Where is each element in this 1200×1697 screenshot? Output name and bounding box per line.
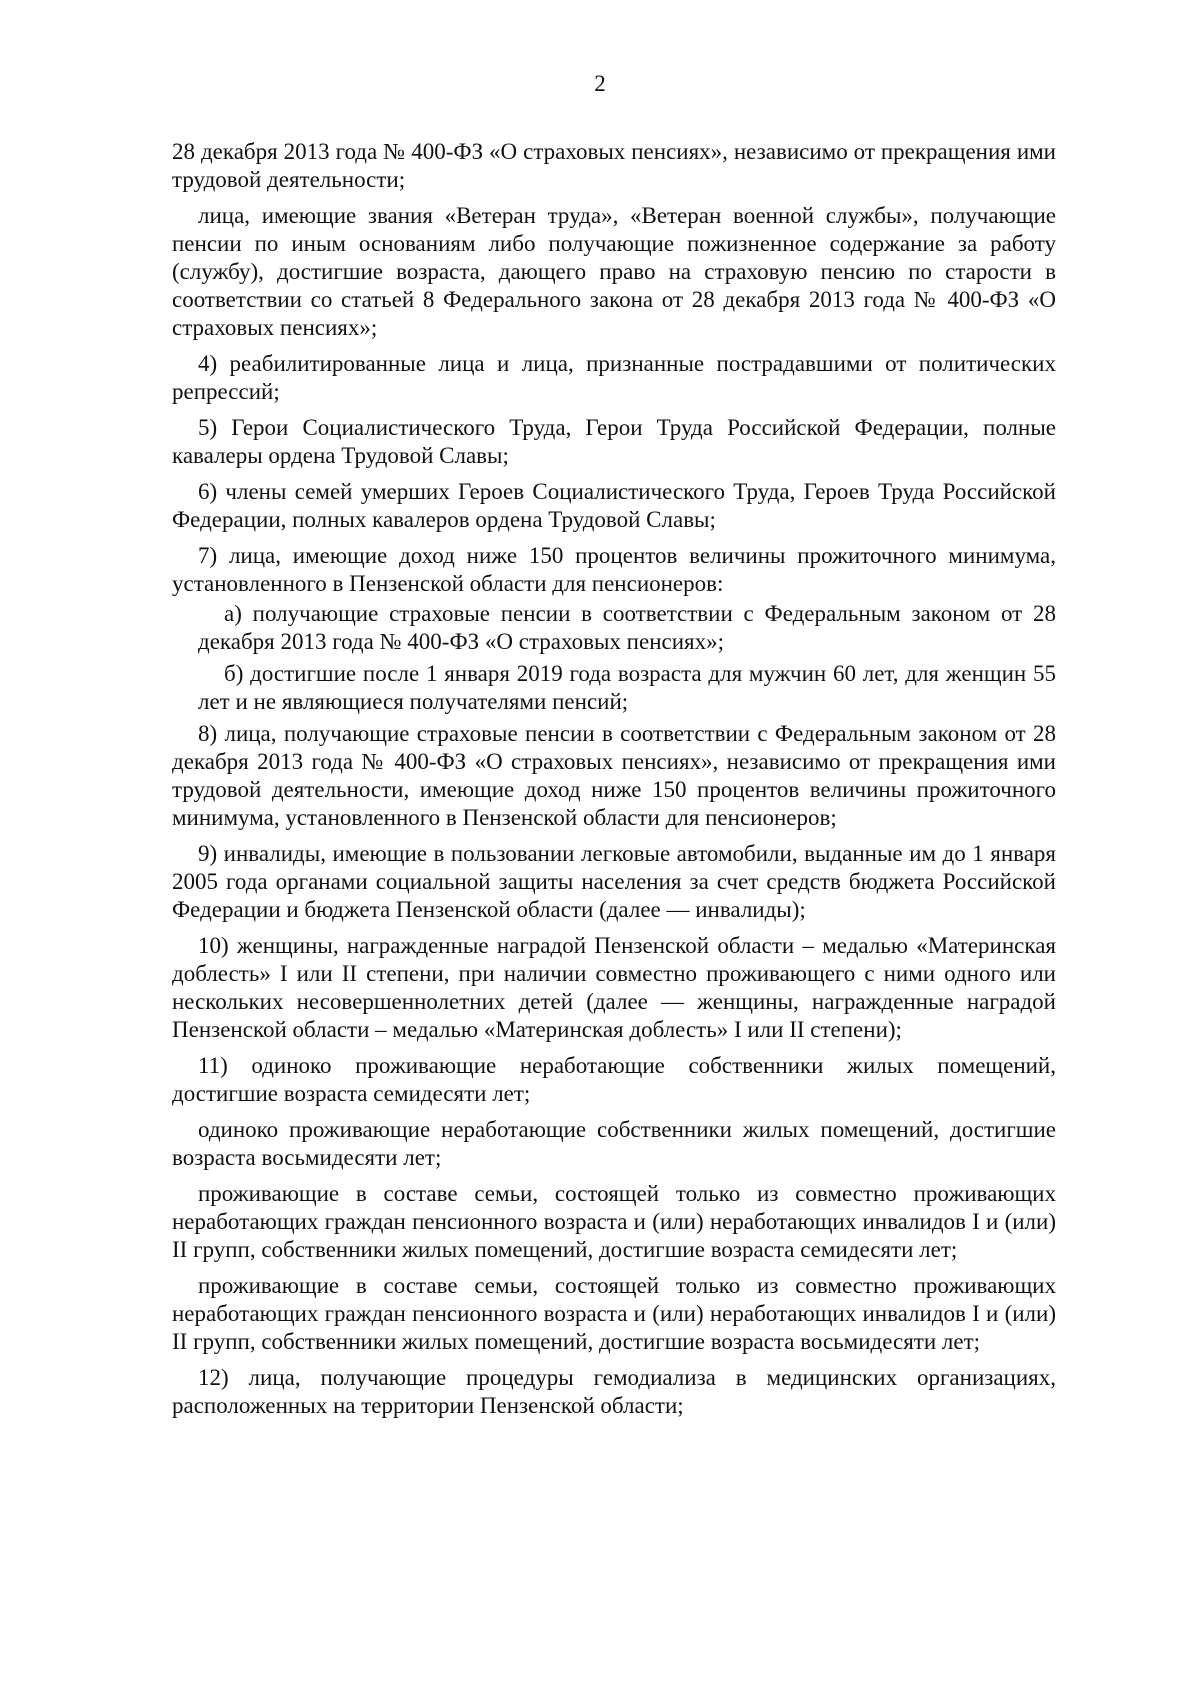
document-body [172,138,1056,1428]
paragraph-item-6: 6) члены семей умерших Героев Социалистического Труда, Героев Труда Российской Федерации, полных кавалеров ордена Трудовой Славы; [172,479,1056,532]
paragraph-item-7a: а) получающие страховые пенсии в соответствии с Федеральным законом от 28 декабря 2013 года № 400-ФЗ «О страховых пенсиях»; [198,601,1056,654]
paragraph-item-11-family-80: проживающие в составе семьи, состоящей только из совместно проживающих неработающих граждан пенсионного возраста и (или) неработающих инвалидов I и (или) II групп, собственники жилых помещений, достигшие возраста восьмидесяти лет; [172,1273,1056,1354]
paragraph-item-10: 10) женщины, награжденные наградой Пензенской области – медалью «Материнская доблесть» I или II степени, при наличии совместно проживающего с ними одного или нескольких несовершеннолетних детей (далее — женщины, награжденные наградой Пензенской области – медалью «Материнская доблесть» I или II степени); [172,933,1056,1042]
paragraph-item-7: 7) лица, имеющие доход ниже 150 процентов величины прожиточного минимума, установленного в Пензенской области для пенсионеров: [172,543,1056,596]
page-number: 2 [594,71,606,96]
paragraph-item-12: 12) лица, получающие процедуры гемодиализа в медицинских организациях, расположенных на территории Пензенской области; [172,1365,1056,1418]
paragraph-veterans: лица, имеющие звания «Ветеран труда», «Ветеран военной службы», получающие пенсии по иным основаниям либо получающие пожизненное содержание за работу (службу), достигшие возраста, дающего право на страховую пенсию по старости в соответствии со статьей 8 Федерального закона от 28 декабря 2013 года № 400-ФЗ «О страховых пенсиях»; [172,203,1056,340]
paragraph-item-9: 9) инвалиды, имеющие в пользовании легковые автомобили, выданные им до 1 января 2005 года органами социальной защиты населения за счет средств бюджета Российской Федерации и бюджета Пензенской области (далее — инвалиды); [172,841,1056,922]
paragraph-item-11: 11) одиноко проживающие неработающие собственники жилых помещений, достигшие возраста семидесяти лет; [172,1053,1056,1106]
paragraph-item-5: 5) Герои Социалистического Труда, Герои Труда Российской Федерации, полные кавалеры ордена Трудовой Славы; [172,415,1056,468]
paragraph-item-11-80: одиноко проживающие неработающие собственники жилых помещений, достигшие возраста восьмидесяти лет; [172,1117,1056,1170]
paragraph-item-4: 4) реабилитированные лица и лица, признанные пострадавшими от политических репрессий; [172,351,1056,404]
paragraph-item-7b: б) достигшие после 1 января 2019 года возраста для мужчин 60 лет, для женщин 55 лет и не являющиеся получателями пенсий; [198,661,1056,714]
paragraph-item-11-family-70: проживающие в составе семьи, состоящей только из совместно проживающих неработающих граждан пенсионного возраста и (или) неработающих инвалидов I и (или) II групп, собственники жилых помещений, достигшие возраста семидесяти лет; [172,1181,1056,1262]
paragraph-item-8: 8) лица, получающие страховые пенсии в соответствии с Федеральным законом от 28 декабря 2013 года № 400-ФЗ «О страховых пенсиях», независимо от прекращения ими трудовой деятельности, имеющие доход ниже 150 процентов величины прожиточного минимума, установленного в Пензенской области для пенсионеров; [172,721,1056,830]
paragraph-continuation: 28 декабря 2013 года № 400-ФЗ «О страховых пенсиях», независимо от прекращения ими трудовой деятельности; [172,139,1056,192]
